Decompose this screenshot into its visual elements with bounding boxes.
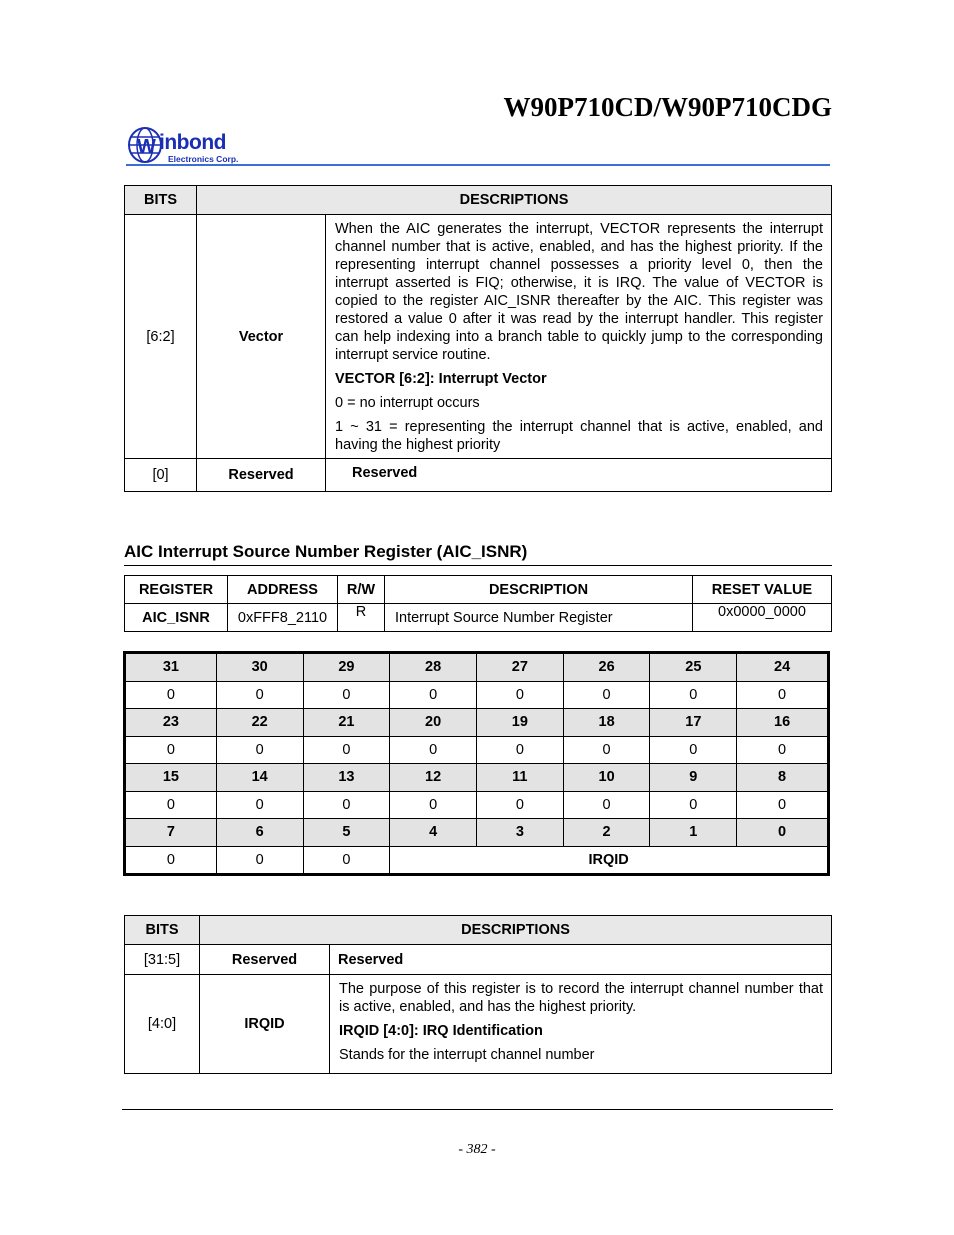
table-header-bits: BITS — [125, 186, 197, 215]
value-cell: 0 — [563, 736, 650, 764]
header-rule — [126, 164, 830, 166]
value-cell: 0 — [125, 846, 217, 875]
bit-cell: 30 — [216, 653, 303, 682]
bit-cell: 14 — [216, 764, 303, 792]
value-cell: 0 — [476, 736, 563, 764]
field-name-cell: Vector — [197, 215, 326, 459]
section-title: AIC Interrupt Source Number Register (AIC_ISNR) — [124, 542, 528, 561]
irqid-field-cell: IRQID — [390, 846, 829, 875]
logo-subtitle: Electronics Corp. — [168, 154, 239, 164]
bit-cell: 5 — [303, 819, 390, 847]
logo-initial: W — [137, 136, 156, 158]
bit-cell: 29 — [303, 653, 390, 682]
bit-cell: 10 — [563, 764, 650, 792]
table-row — [125, 215, 832, 459]
bit-cell: 1 — [650, 819, 737, 847]
bit-cell: 28 — [390, 653, 477, 682]
description-cell — [326, 215, 832, 459]
description-cell: Reserved — [330, 945, 832, 975]
bit-cell: 26 — [563, 653, 650, 682]
header-register: REGISTER — [125, 576, 228, 604]
bit-value-row — [125, 846, 829, 875]
value-description: 0 = no interrupt occurs — [335, 395, 480, 411]
value-description: 1 ~ 31 = representing the interrupt channel that is active, enabled, and having the highest priority — [335, 419, 823, 453]
bit-cell: 12 — [390, 764, 477, 792]
header-rw: R/W — [338, 576, 385, 604]
value-cell: 0 — [125, 791, 217, 819]
value-cell: 0 — [303, 736, 390, 764]
section-rule — [124, 565, 832, 566]
bits-cell: [0] — [125, 459, 197, 492]
bit-number-row — [125, 653, 829, 682]
globe-icon — [127, 125, 163, 165]
value-cell: 0 — [216, 846, 303, 875]
bit-cell: 3 — [476, 819, 563, 847]
bit-cell: 19 — [476, 709, 563, 737]
description-paragraph: When the AIC generates the interrupt, VECTOR represents the interrupt channel number that is active, enabled, and has the highest priority. If the representing interrupt channel possesses a priority level 0, then the interrupt asserted is FIQ; otherwise, it is IRQ. The value of VECTOR is copied to the register AIC_ISNR thereafter by the AIC. This register was restored a value 0 after it was read by the interrupt handler. This register can help indexing into a branch table to quickly jump to the corresponding interrupt service routine. — [335, 221, 823, 363]
logo-wordmark: inbond — [159, 131, 226, 154]
value-cell: 0 — [303, 681, 390, 709]
bit-cell: 4 — [390, 819, 477, 847]
value-cell: 0 — [390, 681, 477, 709]
description-cell — [330, 975, 832, 1074]
table-row — [125, 604, 832, 632]
value-cell: 0 — [216, 736, 303, 764]
table-header-descriptions: DESCRIPTIONS — [197, 186, 832, 215]
value-cell: 0 — [737, 736, 829, 764]
footer-rule — [122, 1109, 833, 1110]
bit-layout-table — [123, 651, 830, 876]
bit-cell: 18 — [563, 709, 650, 737]
bit-cell: 2 — [563, 819, 650, 847]
header-reset-value: RESET VALUE — [693, 576, 832, 604]
value-cell: 0 — [737, 681, 829, 709]
field-name-cell: IRQID — [200, 975, 330, 1074]
field-title: IRQID [4:0]: IRQ Identification — [339, 1023, 543, 1039]
register-description: Interrupt Source Number Register — [385, 604, 693, 632]
table-header-bits: BITS — [125, 916, 200, 945]
bit-value-row — [125, 681, 829, 709]
field-name-cell: Reserved — [200, 945, 330, 975]
bit-cell: 27 — [476, 653, 563, 682]
register-rw: R — [338, 604, 385, 632]
field-description: Stands for the interrupt channel number — [339, 1047, 595, 1063]
header-description: DESCRIPTION — [385, 576, 693, 604]
description-paragraph: The purpose of this register is to record the interrupt channel number that is active, enabled, and has the highest priority. — [339, 981, 823, 1015]
bit-cell: 11 — [476, 764, 563, 792]
page-number: - 382 - — [458, 1142, 496, 1157]
bit-cell: 24 — [737, 653, 829, 682]
table-header-descriptions: DESCRIPTIONS — [200, 916, 832, 945]
value-cell: 0 — [563, 681, 650, 709]
bit-cell: 13 — [303, 764, 390, 792]
value-cell: 0 — [650, 736, 737, 764]
bit-cell: 6 — [216, 819, 303, 847]
bit-cell: 0 — [737, 819, 829, 847]
isnr-bits-table — [124, 915, 832, 1074]
bit-cell: 16 — [737, 709, 829, 737]
table-row — [125, 945, 832, 975]
bit-cell: 23 — [125, 709, 217, 737]
winbond-logo — [127, 125, 252, 165]
bit-number-row — [125, 764, 829, 792]
bit-value-row — [125, 736, 829, 764]
table-row — [125, 459, 832, 492]
value-cell: 0 — [125, 681, 217, 709]
description-cell: Reserved — [326, 459, 832, 492]
vector-bits-table — [124, 185, 832, 492]
register-address: 0xFFF8_2110 — [228, 604, 338, 632]
field-title: VECTOR [6:2]: Interrupt Vector — [335, 371, 547, 387]
value-cell: 0 — [563, 791, 650, 819]
bit-cell: 9 — [650, 764, 737, 792]
bit-cell: 20 — [390, 709, 477, 737]
bit-cell: 8 — [737, 764, 829, 792]
table-row — [125, 975, 832, 1074]
bits-cell: [6:2] — [125, 215, 197, 459]
value-cell: 0 — [476, 791, 563, 819]
value-cell: 0 — [650, 681, 737, 709]
value-cell: 0 — [476, 681, 563, 709]
bit-cell: 7 — [125, 819, 217, 847]
value-cell: 0 — [737, 791, 829, 819]
bit-value-row — [125, 791, 829, 819]
bit-cell: 15 — [125, 764, 217, 792]
bit-cell: 31 — [125, 653, 217, 682]
bits-cell: [31:5] — [125, 945, 200, 975]
bit-cell: 17 — [650, 709, 737, 737]
value-cell: 0 — [390, 736, 477, 764]
value-cell: 0 — [125, 736, 217, 764]
register-table — [124, 575, 832, 632]
header-address: ADDRESS — [228, 576, 338, 604]
field-name-cell: Reserved — [197, 459, 326, 492]
bit-cell: 22 — [216, 709, 303, 737]
value-cell: 0 — [390, 791, 477, 819]
bits-cell: [4:0] — [125, 975, 200, 1074]
value-cell: 0 — [216, 791, 303, 819]
register-name: AIC_ISNR — [125, 604, 228, 632]
bit-cell: 25 — [650, 653, 737, 682]
document-title: W90P710CD/W90P710CDG — [503, 92, 832, 122]
bit-cell: 21 — [303, 709, 390, 737]
bit-number-row — [125, 709, 829, 737]
value-cell: 0 — [650, 791, 737, 819]
bit-number-row — [125, 819, 829, 847]
value-cell: 0 — [303, 791, 390, 819]
value-cell: 0 — [216, 681, 303, 709]
value-cell: 0 — [303, 846, 390, 875]
register-reset-value: 0x0000_0000 — [693, 604, 832, 632]
